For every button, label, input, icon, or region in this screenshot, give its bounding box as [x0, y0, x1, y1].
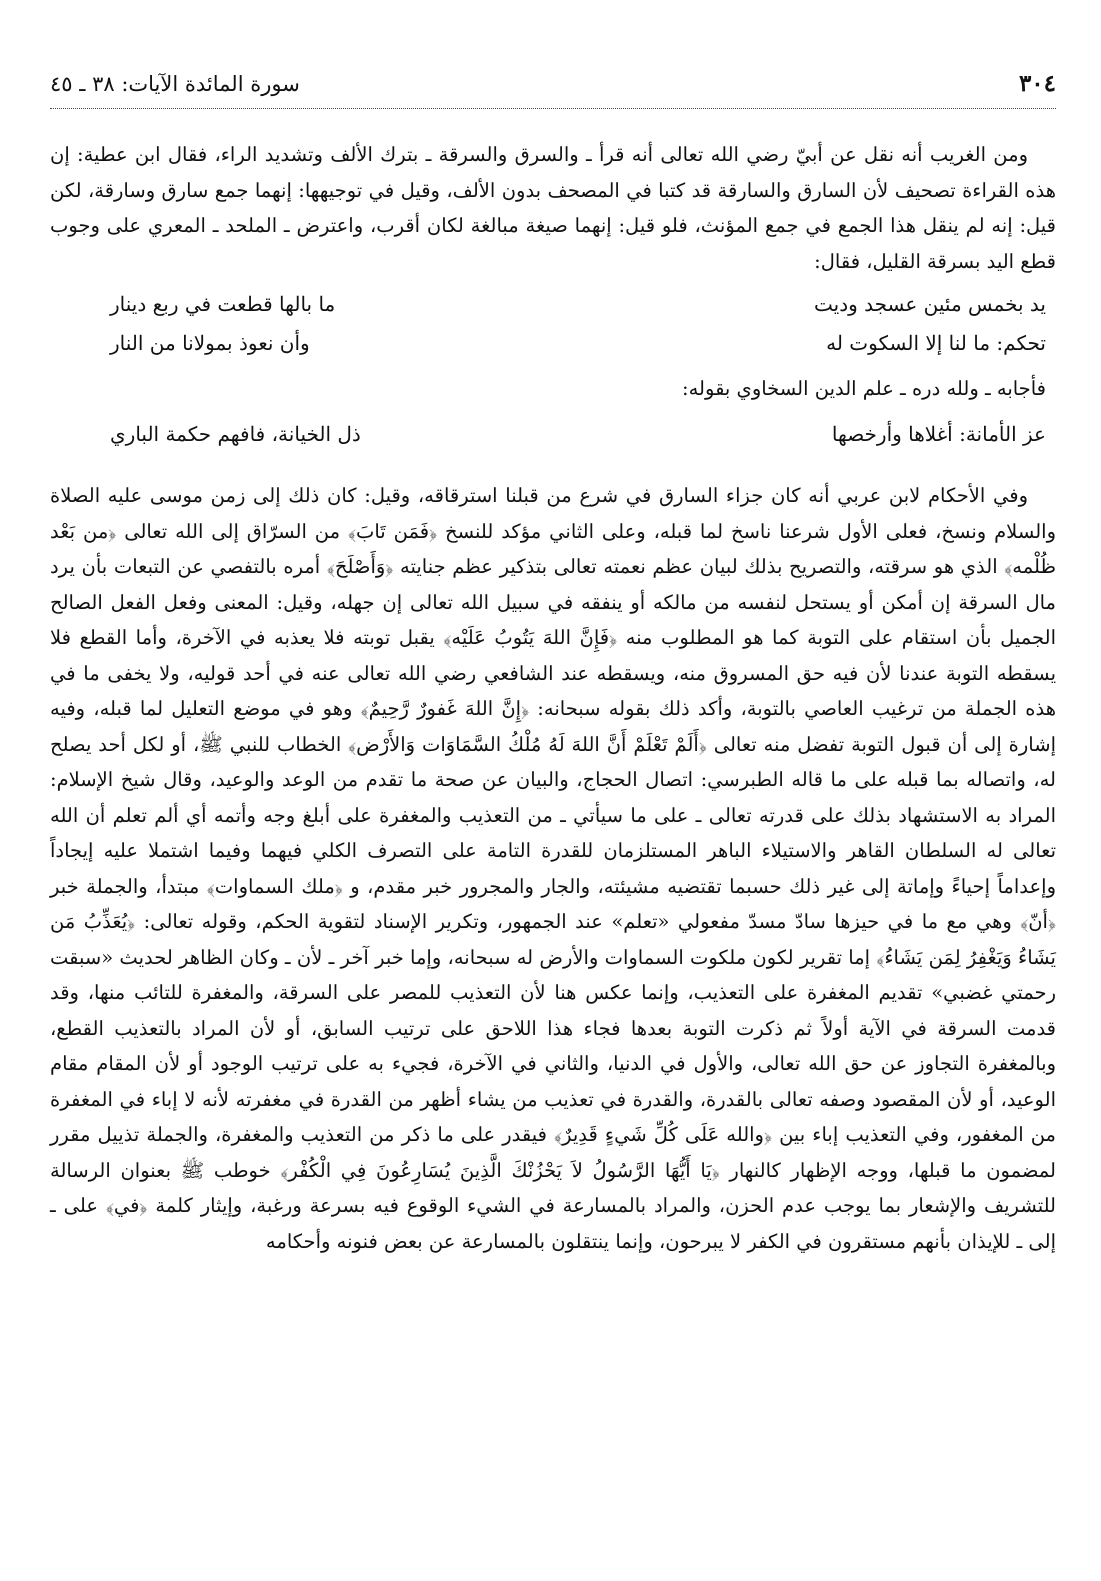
- page-header: [50, 70, 1056, 109]
- verse-first-hemistich: يد بخمس مئين عسجد وديت: [814, 292, 1046, 316]
- paragraph-1: ومن الغريب أنه نقل عن أبيّ رضي الله تعالى أنه قرأ ـ والسرق والسرقة ـ بترك الألف وتشديد الراء، فقال ابن عطية: إن هذه القراءة تصحيف لأن السارق والسارقة قد كتبا في المصحف بدون الألف، وقيل في توجيهها: إنهما جمع سارق وسارقة، لكن قيل: إنه لم ينقل هذا الجمع في جمع المؤنث، فلو قيل: إنهما صيغة مبالغة لكان أقرب، واعترض ـ الملحد ـ المعري على وجوب قطع اليد بسرقة القليل، فقال:: [50, 143, 1056, 273]
- poem-intro: فأجابه ـ ولله دره ـ علم الدين السخاوي بقوله:: [682, 377, 1046, 400]
- verse: [50, 415, 1056, 454]
- poem-1: [50, 285, 1056, 363]
- verse-second-hemistich: ذل الخيانة، فافهم حكمة الباري: [110, 422, 361, 446]
- verse: [50, 324, 1056, 363]
- verse-first-hemistich: تحكم: ما لنا إلا السكوت له: [826, 331, 1046, 355]
- verse: [50, 285, 1056, 324]
- page-number: ٣٠٤: [1018, 70, 1056, 97]
- verse-second-hemistich: وأن نعوذ بمولانا من النار: [110, 331, 310, 355]
- page: [50, 70, 1056, 1259]
- verse-first-hemistich: عز الأمانة: أغلاها وأرخصها: [831, 422, 1046, 446]
- running-title: سورة المائدة الآيات: ٣٨ ـ ٤٥: [50, 72, 300, 96]
- verse-second-hemistich: ما بالها قطعت في ربع دينار: [110, 292, 336, 316]
- poem-2: [50, 415, 1056, 454]
- paragraph-2: وفي الأحكام لابن عربي أنه كان جزاء السارق في شرع من قبلنا استرقاقه، وقيل: كان ذلك إلى زمن موسى عليه الصلاة والسلام ونسخ، فعلى الأول شرعنا ناسخ لما قبله، وعلى الثاني مؤكد للنسخ ﴿فَمَن تَابَ﴾ من السرّاق إلى الله تعالى ﴿من بَعْد ظُلْمه﴾ الذي هو سرقته، والتصريح بذلك لبيان عظم نعمته تعالى بتذكير عظم جنايته ﴿وَأَصْلَحَ﴾ أمره بالتفصي عن التبعات بأن يرد مال السرقة إن أمكن أو يستحل لنفسه من مالكه أو ينفقه في سبيل الله تعالى إن جهله، وقيل: المعنى وفعل الفعل الصالح الجميل بأن استقام على التوبة كما هو المطلوب منه ﴿فَإِنَّ اللهَ يَتُوبُ عَلَيْه﴾ يقبل توبته فلا يعذبه في الآخرة، وأما القطع فلا يسقطه التوبة عندنا لأن فيه حق المسروق منه، ويسقطه عند الشافعي رضي الله تعالى عنه في أحد قوليه، ولا يخفى ما في هذه الجملة من ترغيب العاصي بالتوبة، وأكد ذلك بقوله سبحانه: ﴿إِنَّ اللهَ غَفورٌ رَّحِيمٌ﴾ وهو في موضع التعليل لما قبله، وفيه إشارة إلى أن قبول التوبة تفضل منه تعالى ﴿أَلَمْ تَعْلَمْ أَنَّ اللهَ لَهُ مُلْكُ السَّمَاوَات وَالأَرْض﴾ الخطاب للنبي ﷺ، أو لكل أحد يصلح له، واتصاله بما قبله على ما قاله الطبرسي: اتصال الحجاج، والبيان عن صحة ما تقدم من الوعد والوعيد، وقال شيخ الإسلام: المراد به الاستشهاد بذلك على قدرته تعالى ـ على ما سيأتي ـ من التعذيب والمغفرة على أبلغ وجه وأتمه أي ألم تعلم أن الله تعالى له السلطان القاهر والاستيلاء الباهر المستلزمان للقدرة التامة على التصرف الكلي فيهما وفيما اشتملا عليه إيجاداً وإعداماً إحياءً وإماتة إلى غير ذلك حسبما تقتضيه مشيئته، والجار والمجرور خبر مقدم، و ﴿ملك السماوات﴾ مبتدأ، والجملة خبر ﴿أنّ﴾ وهي مع ما في حيزها سادّ مسدّ مفعولي «تعلم» عند الجمهور، وتكرير الإسناد لتقوية الحكم، وقوله تعالى: ﴿يُعَذِّبُ مَن يَشَاءُ وَيَغْفِرُ لِمَن يَشَاءُ﴾ إما تقرير لكون ملكوت السماوات والأرض له سبحانه، وإما خبر آخر ـ لأن ـ وكان الظاهر لحديث «سبقت رحمتي غضبي» تقديم المغفرة على التعذيب، وإنما عكس هنا لأن التعذيب للمصر على السرقة، والمغفرة للتائب منها، وقد قدمت السرقة في الآية أولاً ثم ذكرت التوبة بعدها فجاء هذا اللاحق على ترتيب السابق، أو لأن المراد بالتعذيب القطع، وبالمغفرة التجاوز عن حق الله تعالى، والأول في الدنيا، والثاني في الآخرة، فجيء به على ترتيب الوجود أو لأن المقام مقام الوعيد، أو لأن المقصود وصفه تعالى بالقدرة، والقدرة في تعذيب من يشاء أظهر من القدرة في مغفرته لأنه لا إباء في المغفرة من المغفور، وفي التعذيب إباء بين ﴿والله عَلَى كُلِّ شَيءٍ قَدِيرٌ﴾ فيقدر على ما ذكر من التعذيب والمغفرة، والجملة تذييل مقرر لمضمون ما قبلها، ووجه الإظهار كالنهار ﴿يَا أَيُّهَا الرَّسُولُ لاَ يَحْزُنْكَ الَّذِينَ يُسَارِعُونَ فِي الْكُفْر﴾ خوطب ﷺ بعنوان الرسالة للتشريف والإشعار بما يوجب عدم الحزن، والمراد بالمسارعة في الشيء الوقوع فيه بسرعة ورغبة، وإيثار كلمة ﴿في﴾ على ـ إلى ـ للإيذان بأنهم مستقرون في الكفر لا يبرحون، وإنما ينتقلون بالمسارعة عن بعض فنونه وأحكامه: [50, 484, 1056, 1253]
